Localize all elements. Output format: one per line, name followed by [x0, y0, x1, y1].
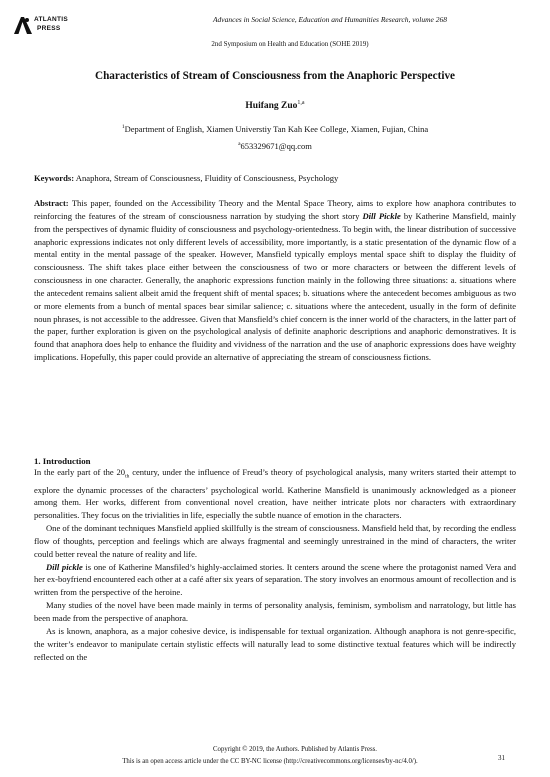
- keywords-text: Anaphora, Stream of Consciousness, Fluidity of Consciousness, Psychology: [74, 173, 339, 183]
- copyright-notice: Copyright © 2019, the Authors. Published by Atlantis Press.: [213, 746, 377, 753]
- license-notice: This is an open access article under the CC BY-NC license (http://creativecommons.org/licenses/by-nc/4.0/).: [122, 758, 418, 765]
- author-superscript: 1,a: [297, 100, 305, 106]
- affiliation-text: Department of English, Xiamen Universtiy Tan Kah Kee College, Xiamen, Fujian, China: [124, 124, 429, 134]
- section-heading: 1. Introduction: [34, 456, 91, 466]
- abstract-text-part2: by Katherine Mansfield, mainly from the perspectives of dynamic fluidity of consciousness and psychology-orientedness. To begin with, the linear distribution of successive anaphoric expressions indicates not only different levels of accessibility, more importantly, is a static presentation of the dynamic flow of a mental entity in the mental passage of the speaker. However, Mansfield typically employs mental space shift to display the fluidity of consciousness. The shift takes place either between the consciousness of two or more characters or between the different levels of consciousness in one character. Generally, the anaphoric expressions function mainly in the following three situations: a. situations where the antecedent remains salient albeit amid the frequent shift of mental spaces; b. situations where the antecedent becomes ambiguous as two or more elements from a bunch of mental spaces bear similar salience; c. situations where the antecedent, usually in the form of definite noun phrases, is not accessible to the addressee. Given that Mansfield’s chief concern is the inner world of the characters, in the latter part of the paper, further exploration is given on the psychological analysis of definite anaphoric descriptions and anaphoric demonstratives. It is found that anaphora does help to enhance the fluidity and vividness of the narration and the use of anaphoric expressions does have weighty implications. Hopefully, this paper could provide an alternative of appreciating the stream of consciousness fictions.: [34, 210, 516, 363]
- atlantis-logo-icon: [12, 14, 34, 36]
- introduction-body: [34, 466, 516, 663]
- superscript-th: th: [125, 473, 130, 480]
- abstract-text-part1: This paper, founded on the Accessibility Theory and the Mental Space Theory, aims to explore how anaphora contributes to reinforcing the features of the stream of consciousness narration by studying the short story: [34, 198, 516, 221]
- author-email: [20, 141, 530, 151]
- page-number: 31: [498, 754, 505, 762]
- paragraph: [34, 561, 516, 600]
- email-superscript: a: [238, 141, 241, 148]
- publisher-logo: [12, 12, 72, 40]
- paper-title: Characteristics of Stream of Consciousness from the Anaphoric Perspective: [94, 70, 455, 82]
- affiliation: [20, 124, 530, 134]
- abstract-story-title: Dill Pickle: [362, 210, 401, 221]
- keywords: [34, 173, 516, 183]
- paragraph-text: century, under the influence of Freud’s theory of psychological analysis, many writers started their attempt to explore the dynamic processes of the characters’ psychological world. Katherine Mansfield is unanimously acknowledged as a pioneer among them. Her works, different from conventional novel creation, have neither intricate plots nor characters with extraordinary personalities. They focus on the trivialities in life, especially the subtle nuance of emotion in the characters.: [34, 467, 516, 521]
- journal-name: Advances in Social Science, Education and Humanities Research, volume 268: [212, 15, 448, 24]
- story-title: Dill pickle: [46, 561, 83, 572]
- paragraph: Many studies of the novel have been made mainly in terms of personality analysis, feminism, symbolism and narratology, but little has been made from the perspective of anaphora.: [34, 600, 516, 623]
- paragraph: One of the dominant techniques Mansfield applied skillfully is the stream of consciousness. Mansfield held that, by recording the endless flow of thoughts, perception and feelings which are always fragmental and seemingly unrestrained in the mind of characters, the writer could better reveal the nature of reality and life.: [34, 523, 516, 559]
- paragraph-text: In the early part of the 20: [34, 467, 126, 477]
- email-text: 653329671@qq.com: [240, 141, 312, 151]
- logo-text-line2: PRESS: [37, 25, 61, 32]
- paragraph: [34, 466, 516, 522]
- paragraph-text: is one of Katherine Mansfiled’s highly-acclaimed stories. It centers around the scene where the protagonist named Vera and her ex-boyfriend encountered each other at a café after six years of separation. The story involves an enormous amount of recollection and is written from the perspective of the heroine.: [34, 561, 516, 598]
- paragraph: As is known, anaphora, as a major cohesive device, is indispensable for textual organization. Although anaphora is not genre-specific, the writer’s endeavor to manipulate certain stylistic effects will naturally lead to some distinctive textual features which will be indirectly reflected on the: [34, 625, 516, 662]
- abstract: [34, 197, 516, 364]
- abstract-label: Abstract:: [34, 198, 69, 208]
- symposium-name: 2nd Symposium on Health and Education (SOHE 2019): [211, 40, 369, 48]
- logo-text-line1: ATLANTIS: [34, 16, 69, 23]
- author-line: [20, 100, 530, 111]
- author-name: Huifang Zuo: [245, 101, 298, 112]
- affiliation-superscript: 1: [121, 124, 125, 131]
- keywords-label: Keywords:: [34, 173, 75, 183]
